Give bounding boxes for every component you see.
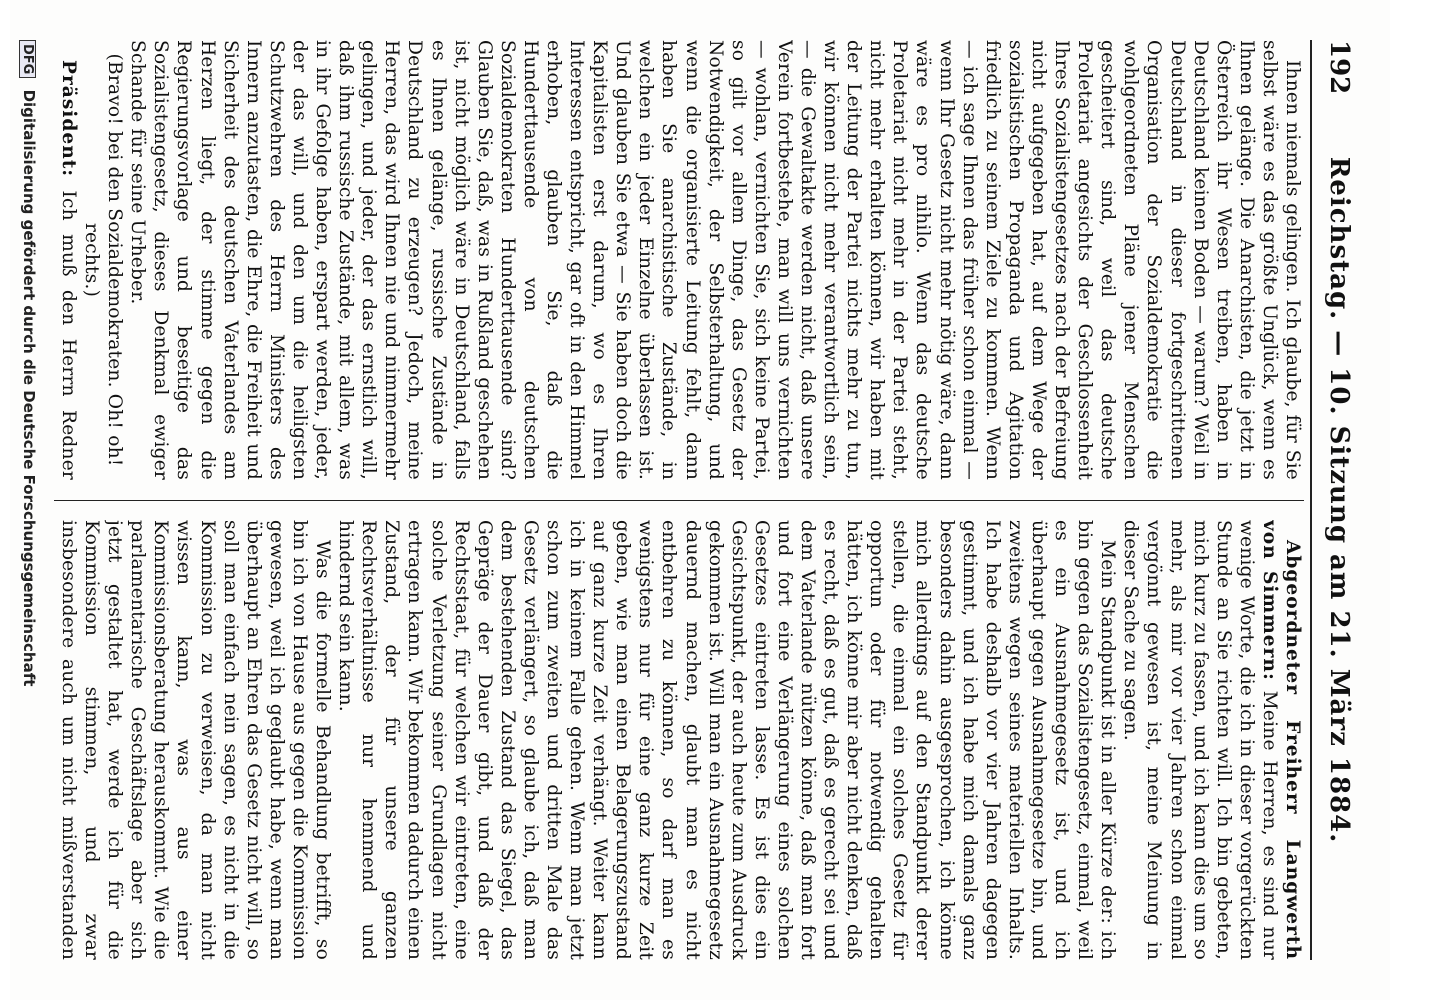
paragraph xyxy=(334,520,1119,960)
paragraph-text: Ihnen niemals gelingen. Ich glaube, für Sie selbst wäre es das größte Unglück, wenn es Ihnen gelänge. Die Anarchisten, die jetzt in Österreich ihr Wesen treiben, haben in Deutschland keinen Boden — warum? Weil in Deutschland in dieser fortgeschrittenen Organisation der Sozialdemokratie die wohlgeordneten Pläne jener Menschen gescheitert sind, weil das deutsche Proletariat angesichts der Geschlossenheit Ihres Sozialistengesetzes nach der Befreiung nicht aufgegeben hat, auf dem Wege der sozialistischen Propaganda und Agitation friedlich zu seinem Ziele zu kommen. Wenn — ich sage Ihnen das früher schon einmal — wenn Ihr Gesetz nicht mehr nötig wäre, dann wäre es pro nihilo. Wenn das deutsche Proletariat nicht mehr in der Partei steht, nicht mehr erhalten können, wir haben mit der Leitung der Partei nichts mehr zu tun, wir können nicht mehr verantwortlich sein, — die Gewaltakte werden nicht, daß unsere Verein fortbestehe, man will uns vernichten — wohlan, vernichten Sie, sich keine Partei, so gilt vor allem Dinge, das Gesetz der Notwendigkeit, der Selbsterhaltung, und wenn die organisierte Leitung fehlt, dann haben Sie anarchistische Zustände, in welchen ein jeder Einzelne überlassen ist. Und glauben Sie etwa — Sie haben doch die Kapitalisten erst darum, wo es Ihren Interessen entspricht, gar oft in den Himmel erhoben, glauben Sie, daß die Hunderttausende von deutschen Sozialdemokraten Hunderttausende sind? Glauben Sie, daß, was in Rußland geschehen ist, nicht möglich wäre in Deutschland, falls es Ihnen gelänge, russische Zustände in Deutschland zu erzeugen? Jedoch, meine Herren, das wird Ihnen nie und nimmermehr gelingen, und jeder, der das ernstlich will, daß ihm russische Zustände, mit allem, was in ihr Gefolge haben, erspart werden, jeder, der das will, und den um die heiligsten Schutzwehren des Herrn Ministers des Innern anzutasten, die Ehre, die Freiheit und Sicherheit des deutschen Vaterlandes am Herzen liegt, der stimme gegen die Regierungsvorlage und beseitige das Sozialistengesetz, dieses Denkmal ewiger Schande für seine Urheber. xyxy=(127,40,1303,480)
page-number: 192 xyxy=(1324,40,1354,95)
paragraph xyxy=(80,40,126,480)
paragraph-text: Was die formelle Behandlung betrifft, so bin ich von Hause aus gegen die Kommission gewesen, weil ich geglaubt habe, wenn man überhaupt an Ehren das Gesetz nicht will, so soll man einfach nein sagen, es nicht in die Kommission zu verweisen, da man nicht wissen kann, was aus einer Kommissionsberatung herauskommt. Wie die parlamentarische Geschäftslage aber sich jetzt gestaltet hat, werde ich für die Kommission stimmen, und zwar insbesondere auch um nicht mißverstanden xyxy=(58,520,334,960)
footer-text: Digitalisierung gefördert durch die Deutsche Forschungsgemeinschaft xyxy=(20,89,38,687)
speaker-name: Präsident: xyxy=(58,60,80,178)
running-header xyxy=(1314,40,1354,960)
speaker-name: Abgeordneter Freiherr Langwerth von Simmern: xyxy=(1258,520,1303,960)
header-rule xyxy=(1310,40,1312,960)
paragraph xyxy=(1119,520,1304,960)
document-page xyxy=(10,0,1390,1000)
paragraph-text: Mein Standpunkt ist in aller Kürze der: ich bin gegen das Sozialistengesetz, einmal, weil es ein Ausnahmegesetz ist, und ich überhaupt gegen Ausnahmegesetze bin, und zweitens wegen seines materiellen Inhalts. Ich habe deshalb vor vier Jahren dagegen gestimmt, und ich habe mich damals ganz besonders dahin ausgesprochen, ich könne mich allerdings auf den Standpunkt derer stellen, die einmal ein solches Gesetz für opportun oder für notwendig gehalten hätten, ich könne mir aber nicht denken, daß es recht, daß es gut, daß es gerecht sei und dem Vaterlande nützen könne, daß man fort und fort eine Verlängerung eines solchen Gesetzes eintreten lasse. Es ist dies ein Gesichtspunkt, der auch heute zum Ausdruck gekommen ist. Will man ein Ausnahmegesetz dauernd machen, glaubt man es nicht entbehren zu können, so darf man es wenigstens nur für eine ganz kurze Zeit geben, wie man einen Belagerungszustand auf ganz kurze Zeit verhängt. Weiter kann ich in keinem Falle gehen. Wenn man jetzt schon zum zweiten und dritten Male das Gesetz verlängert, so glaube ich, daß man dem bestehenden Zustand das Siegel, das Gepräge der Dauer gibt, und daß der Rechtsstaat, für welchen wir eintreten, eine solche Verletzung seiner Grundlagen nicht ertragen kann. Wir bekommen dadurch einen Zustand, der für unsere ganzen Rechtsverhältnisse nur hemmend und hindernd sein kann. xyxy=(335,520,1119,960)
page-title: Reichstag. — 10. Sitzung am 21. März 1884. xyxy=(1324,156,1354,844)
footer xyxy=(10,40,38,960)
right-column xyxy=(54,520,1304,960)
paragraph xyxy=(54,40,80,480)
dfg-logo: DFG xyxy=(19,40,36,78)
paragraph xyxy=(126,40,1304,480)
paragraph-text: Meine Herren, es sind nur wenige Worte, die ich in dieser vorgerückten Stunde an Sie richten will. Ich bin gebeten, mich kurz zu fassen, und ich kann dies um so mehr, als mir vor vier Jahren schon einmal vergönnt gewesen ist, meine Meinung in dieser Sache zu sagen. xyxy=(1120,520,1280,960)
paragraph xyxy=(54,520,334,960)
column-divider xyxy=(54,500,1304,501)
paragraph-text: Ich muß den Herrn Redner xyxy=(58,190,80,480)
paragraph-text: (Bravo! bei den Sozialdemokraten. Oh! oh! rechts.) xyxy=(81,53,126,467)
left-column xyxy=(54,40,1304,480)
